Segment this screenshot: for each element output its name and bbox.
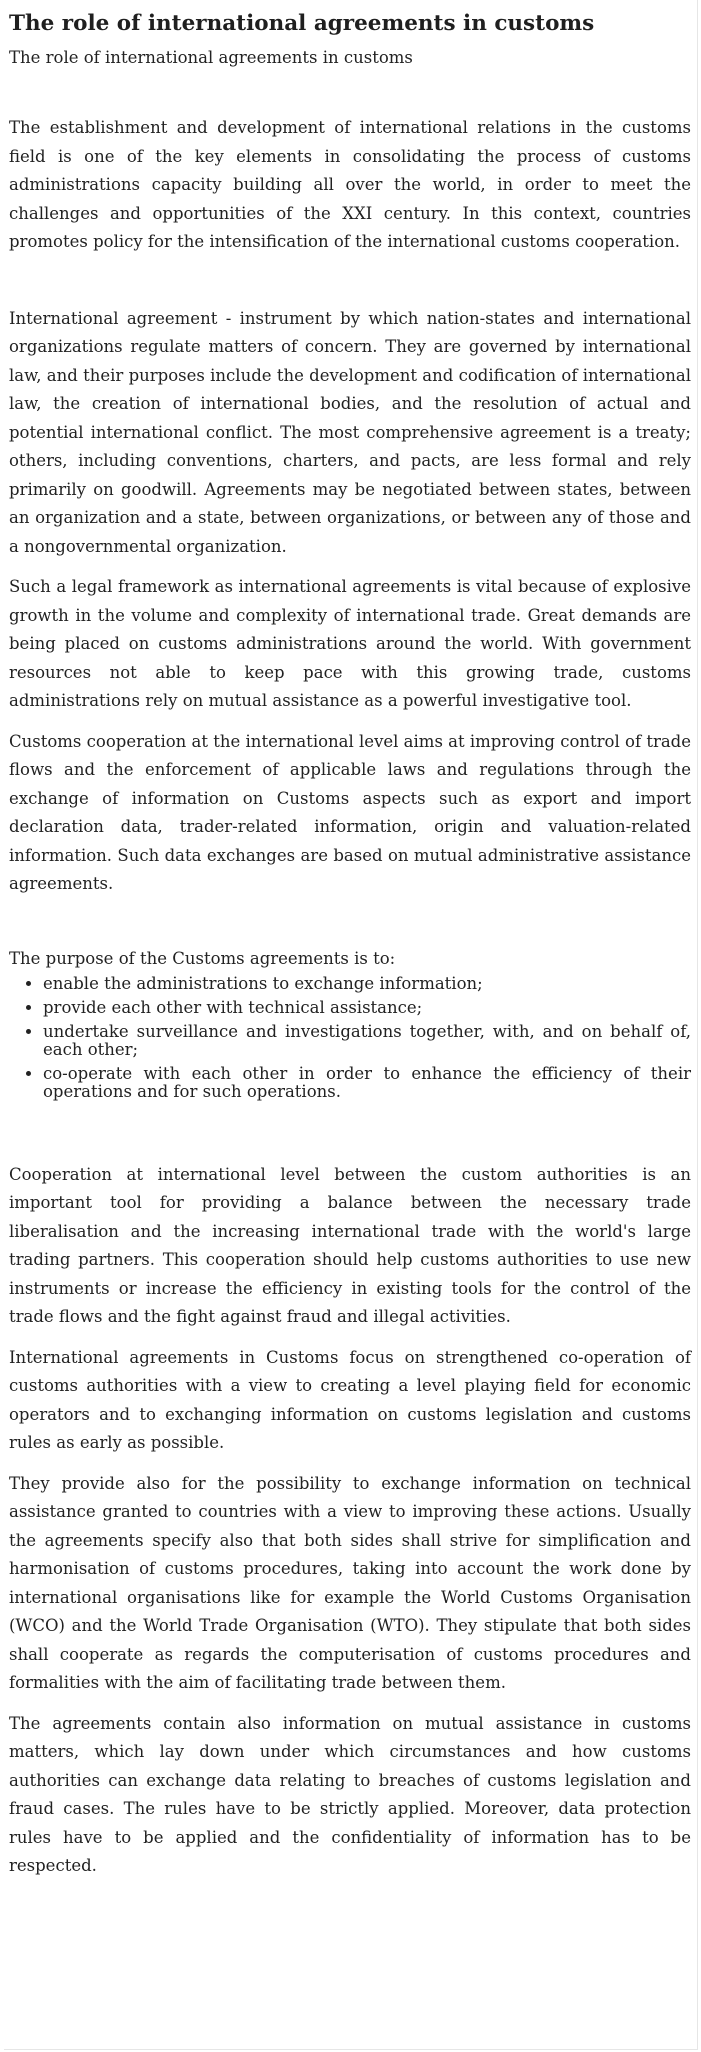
list-item: • co-operate with each other in order to enhance the efficiency of their operations and for such operations. [43, 1065, 691, 1101]
page-subtitle: The role of international agreements in customs [9, 48, 413, 67]
paragraph-mutual-assistance: The agreements contain also information on mutual assistance in customs matters, which lay down under which circumstances and how customs authorities can exchange data relating to breaches of customs legislation and fraud cases. The rules have to be strictly applied. Moreover, data protection rules have to be applied and the confidentiality of information has to be respected. [9, 1713, 691, 1875]
paragraph-definition: International agreement - instrument by which nation-states and international organizations regulate matters of concern. They are governed by international law, and their purposes include the development and codification of international law, the creation of international bodies, and the resolution of actual and potential international conflict. The most comprehensive agreement is a treaty; others, including conventions, charters, and pacts, are less formal and rely primarily on goodwill. Agreements may be negotiated between states, between an organization and a state, between organizations, or between any of those and a nongovernmental organization. [9, 308, 691, 556]
list-item: • provide each other with technical assistance; [43, 999, 691, 1017]
paragraph-focus: International agreements in Customs focus on strengthened co-operation of customs authorities with a view to creating a level playing field for economic operators and to exchanging information on customs legislation and customs rules as early as possible. [9, 1347, 691, 1452]
paragraph-legal-framework: Such a legal framework as international agreements is vital because of explosive growth in the volume and complexity of international trade. Great demands are being placed on customs administrations around the world. With government resources not able to keep pace with this growing trade, customs administrations rely on mutual assistance as a powerful investigative tool. [9, 577, 691, 710]
list-item: • undertake surveillance and investigations together, with, and on behalf of, each other; [43, 1023, 691, 1059]
paragraph-technical-assistance: They provide also for the possibility to exchange information on technical assistance granted to countries with a view to improving these actions. Usually the agreements specify also that both sides shall strive for simplification and harmonisation of customs procedures, taking into account the work done by international organisations like for example the World Customs Organisation (WCO) and the World Trade Organisation (WTO). They stipulate that both sides shall cooperate as regards the computerisation of customs procedures and formalities with the aim of facilitating trade between them. [9, 1473, 691, 1692]
page-title: The role of international agreements in customs [9, 11, 595, 36]
article-page [4, 0, 698, 2050]
paragraph-intro: The establishment and development of international relations in the customs field is one of the key elements in consolidating the process of customs administrations capacity building all over the world, in order to meet the challenges and opportunities of the XXI century. In this context, countries promotes policy for the intensification of the international customs cooperation. [9, 118, 691, 251]
purpose-list [9, 975, 691, 1101]
list-item: • enable the administrations to exchange information; [43, 975, 691, 993]
paragraph-balance: Cooperation at international level between the custom authorities is an important tool for providing a balance between the necessary trade liberalisation and the increasing international trade with the world's large trading partners. This cooperation should help customs authorities to use new instruments or increase the efficiency in existing tools for the control of the trade flows and the fight against fraud and illegal activities. [9, 1164, 691, 1326]
purpose-intro: The purpose of the Customs agreements is to: [9, 948, 396, 968]
paragraph-cooperation: Customs cooperation at the international level aims at improving control of trade flows and the enforcement of applicable laws and regulations through the exchange of information on Customs aspects such as export and import declaration data, trader-related information, origin and valuation-related information. Such data exchanges are based on mutual administrative assistance agreements. [9, 731, 691, 893]
